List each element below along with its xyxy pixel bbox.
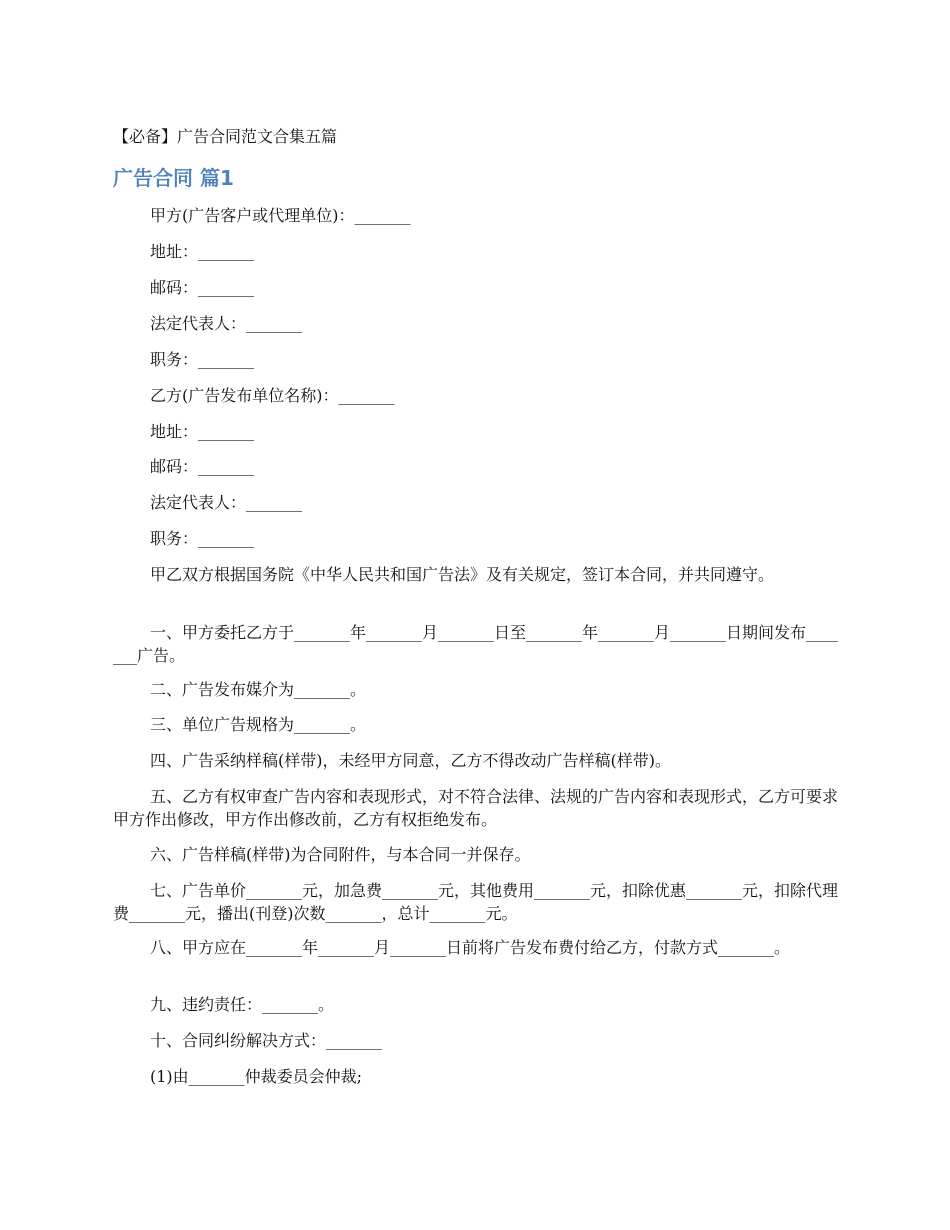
clause-10-item-1: (1)由_______仲裁委员会仲裁;: [150, 1067, 363, 1086]
clause-8: 八、甲方应在_______年_______月_______日前将广告发布费付给乙方，付款方式_______。: [150, 938, 791, 957]
clause-1: 一、甲方委托乙方于_______年_______月_______日至_______年_______月_______日期间发布_______广告。: [113, 623, 839, 665]
clause-3: 三、单位广告规格为_______。: [150, 715, 367, 734]
clause-10: 十、合同纠纷解决方式：_______: [150, 1031, 383, 1050]
party-b-name: 乙方(广告发布单位名称)：_______: [150, 386, 395, 405]
party-b-address: 地址：_______: [150, 422, 255, 441]
party-a-position: 职务：_______: [150, 350, 255, 369]
preamble-paragraph: 甲乙双方根据国务院《中华人民共和国广告法》及有关规定，签订本合同，并共同遵守。: [150, 565, 775, 584]
clause-6: 六、广告样稿(样带)为合同附件，与本合同一并保存。: [150, 845, 531, 864]
clause-2: 二、广告发布媒介为_______。: [150, 680, 367, 699]
clause-7: 七、广告单价_______元，加急费_______元，其他费用_______元，扣除优惠_______元，扣除代理费_______元，播出(刊登)次数_______，总计_______元。: [113, 881, 839, 923]
document-title: 【必备】广告合同范文合集五篇: [113, 127, 338, 146]
party-a-postcode: 邮码：_______: [150, 278, 255, 297]
party-a-name: 甲方(广告客户或代理单位)：_______: [150, 206, 411, 225]
party-b-position: 职务：_______: [150, 529, 255, 548]
section-heading: 广告合同 篇1: [113, 166, 234, 190]
clause-4: 四、广告采纳样稿(样带)，未经甲方同意，乙方不得改动广告样稿(样带)。: [150, 751, 671, 770]
party-b-legal-rep: 法定代表人：_______: [150, 493, 303, 512]
party-a-legal-rep: 法定代表人：_______: [150, 314, 303, 333]
party-a-address: 地址：_______: [150, 242, 255, 261]
clause-9: 九、违约责任：_______。: [150, 995, 335, 1014]
party-b-postcode: 邮码：_______: [150, 457, 255, 476]
clause-5: 五、乙方有权审查广告内容和表现形式，对不符合法律、法规的广告内容和表现形式，乙方可要求甲方作出修改，甲方作出修改前，乙方有权拒绝发布。: [113, 787, 839, 829]
